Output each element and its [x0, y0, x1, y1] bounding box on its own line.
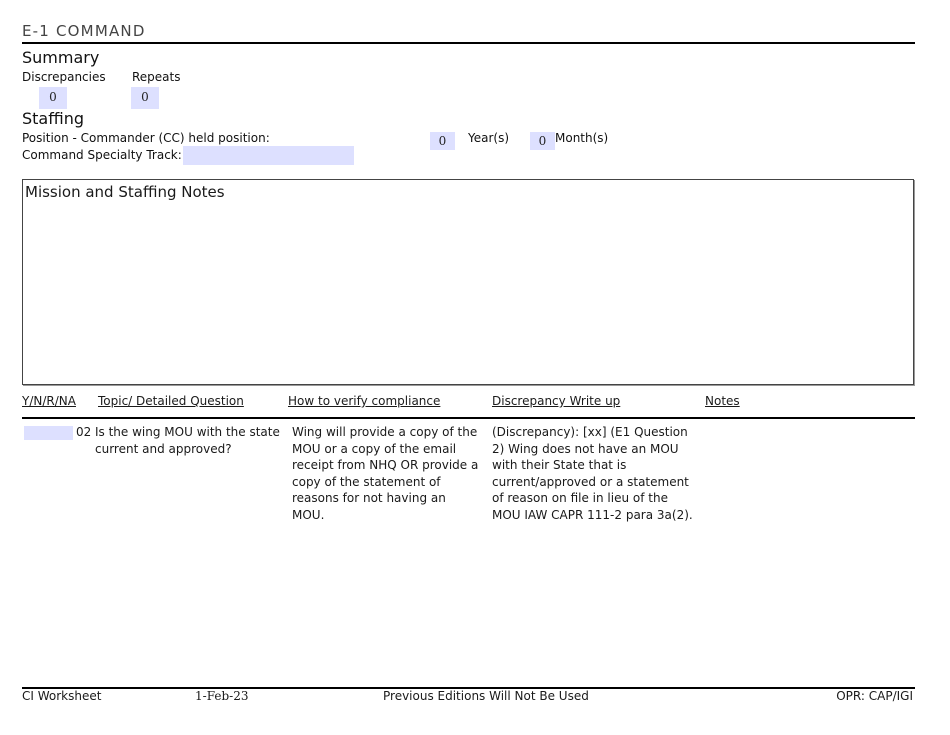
verify-text: Wing will provide a copy of the MOU or a copy of the email receipt from NHQ OR provide a copy of the statement of reasons for not having an MOU.: [292, 425, 479, 522]
months-field[interactable]: 0: [530, 132, 555, 150]
footer-worksheet: CI Worksheet: [22, 689, 102, 703]
question-number: 02: [76, 425, 92, 439]
notes-box-title: Mission and Staffing Notes: [25, 183, 225, 201]
footer-editions: Previous Editions Will Not Be Used: [383, 689, 589, 703]
footer-opr: OPR: CAP/IGI: [836, 689, 913, 703]
years-label: Year(s): [468, 131, 510, 145]
col-header-verify: How to verify compliance: [288, 394, 441, 408]
staffing-heading: Staffing: [22, 109, 84, 128]
table-row: [22, 423, 915, 533]
col-header-ynrna: Y/N/R/NA: [22, 394, 76, 408]
mission-staffing-notes-box[interactable]: [22, 179, 914, 385]
summary-heading: Summary: [22, 48, 100, 67]
question-text: Is the wing MOU with the state current and approved?: [95, 425, 280, 456]
page-title: E-1 COMMAND: [22, 22, 146, 40]
discrepancy-text: (Discrepancy): [xx] (E1 Question 2) Wing does not have an MOU with their State that is current/approved or a statement of reason on file in lieu of the MOU IAW CAPR 111-2 para 3a(2).: [492, 425, 693, 522]
years-field[interactable]: 0: [430, 132, 455, 150]
months-label: Month(s): [555, 131, 609, 145]
col-header-discrepancy: Discrepancy Write up: [492, 394, 621, 408]
header-divider: [22, 42, 915, 44]
col-header-notes: Notes: [705, 394, 740, 408]
column-header-divider: [22, 417, 915, 419]
col-header-topic: Topic/ Detailed Question: [98, 394, 244, 408]
footer-date: 1-Feb-23: [195, 689, 249, 703]
position-label: Position - Commander (CC) held position:: [22, 131, 270, 145]
discrepancies-count-field[interactable]: 0: [39, 87, 67, 109]
answer-field[interactable]: [24, 426, 73, 440]
specialty-track-label: Command Specialty Track:: [22, 148, 182, 162]
specialty-track-field[interactable]: [183, 146, 354, 165]
repeats-count-field[interactable]: 0: [131, 87, 159, 109]
repeats-label: Repeats: [132, 70, 181, 84]
discrepancies-label: Discrepancies: [22, 70, 106, 84]
